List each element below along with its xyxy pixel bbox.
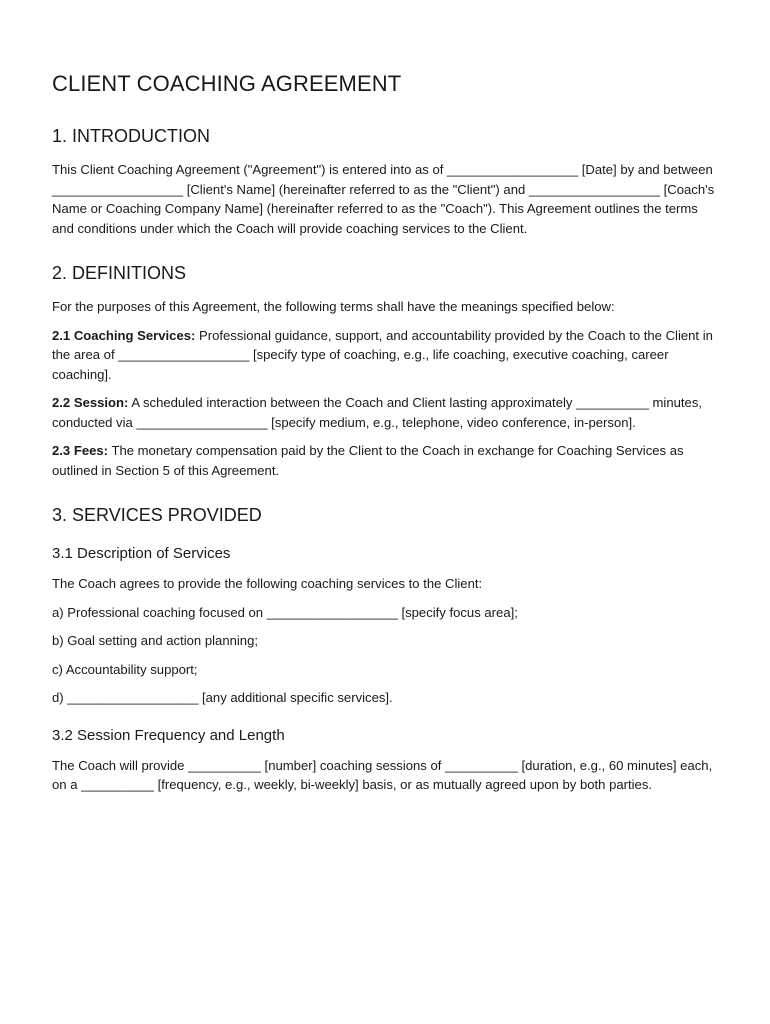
section-definitions [52, 262, 718, 480]
introduction-paragraph: This Client Coaching Agreement ("Agreement") is entered into as of __________________ [Date] by and between __________________ [Client's Name] (hereinafter referred to as the "Client") and __________________ [Coach's Name or Coaching Company Name] (hereinafter referred to as the "Coach"). This Agreement outlines the terms and conditions under which the Coach will provide coaching services to the Client. [52, 162, 715, 236]
definition-item-fees [52, 441, 718, 480]
definition-text: Professional guidance, support, and accountability provided by the Coach to the Client in the area of __________________ [specify type of coaching, e.g., life coaching, executive coaching, career coaching]. [52, 327, 713, 382]
section-heading-introduction: 1. INTRODUCTION [52, 126, 211, 146]
section-heading-services: 3. SERVICES PROVIDED [52, 505, 262, 525]
services-intro: The Coach agrees to provide the following coaching services to the Client: [52, 576, 483, 591]
definition-item-coaching-services [52, 326, 718, 385]
document-title: CLIENT COACHING AGREEMENT [52, 71, 402, 96]
definitions-intro: For the purposes of this Agreement, the following terms shall have the meanings specified below: [52, 299, 615, 314]
list-item: a) Professional coaching focused on __________________ [specify focus area]; [52, 604, 518, 620]
definition-term: 2.3 Fees: [52, 443, 109, 458]
frequency-paragraph: The Coach will provide __________ [number] coaching sessions of __________ [duration, e.g., 60 minutes] each, on a __________ [frequency, e.g., weekly, bi-weekly] basis, or as mutually agreed upon by both parties. [52, 757, 713, 792]
definition-term: 2.2 Session: [52, 395, 129, 410]
list-item: d) __________________ [any additional specific services]. [52, 690, 393, 705]
definition-text: The monetary compensation paid by the Client to the Coach in exchange for Coaching Services as outlined in Section 5 of this Agreement. [52, 443, 684, 478]
list-item: c) Accountability support; [52, 661, 198, 677]
definition-text: A scheduled interaction between the Coach and Client lasting approximately __________ minutes, conducted via __________________ [specify medium, e.g., telephone, video conference, in-person]. [52, 395, 703, 430]
section-heading-definitions: 2. DEFINITIONS [52, 263, 187, 283]
subsection-heading-frequency: 3.2 Session Frequency and Length [52, 726, 285, 744]
section-services [52, 504, 718, 795]
subsection-heading-description: 3.1 Description of Services [52, 545, 231, 562]
definition-term: 2.1 Coaching Services: [52, 327, 196, 343]
list-item: b) Goal setting and action planning; [52, 633, 259, 648]
definition-item-session [52, 393, 718, 432]
section-introduction [52, 125, 718, 238]
